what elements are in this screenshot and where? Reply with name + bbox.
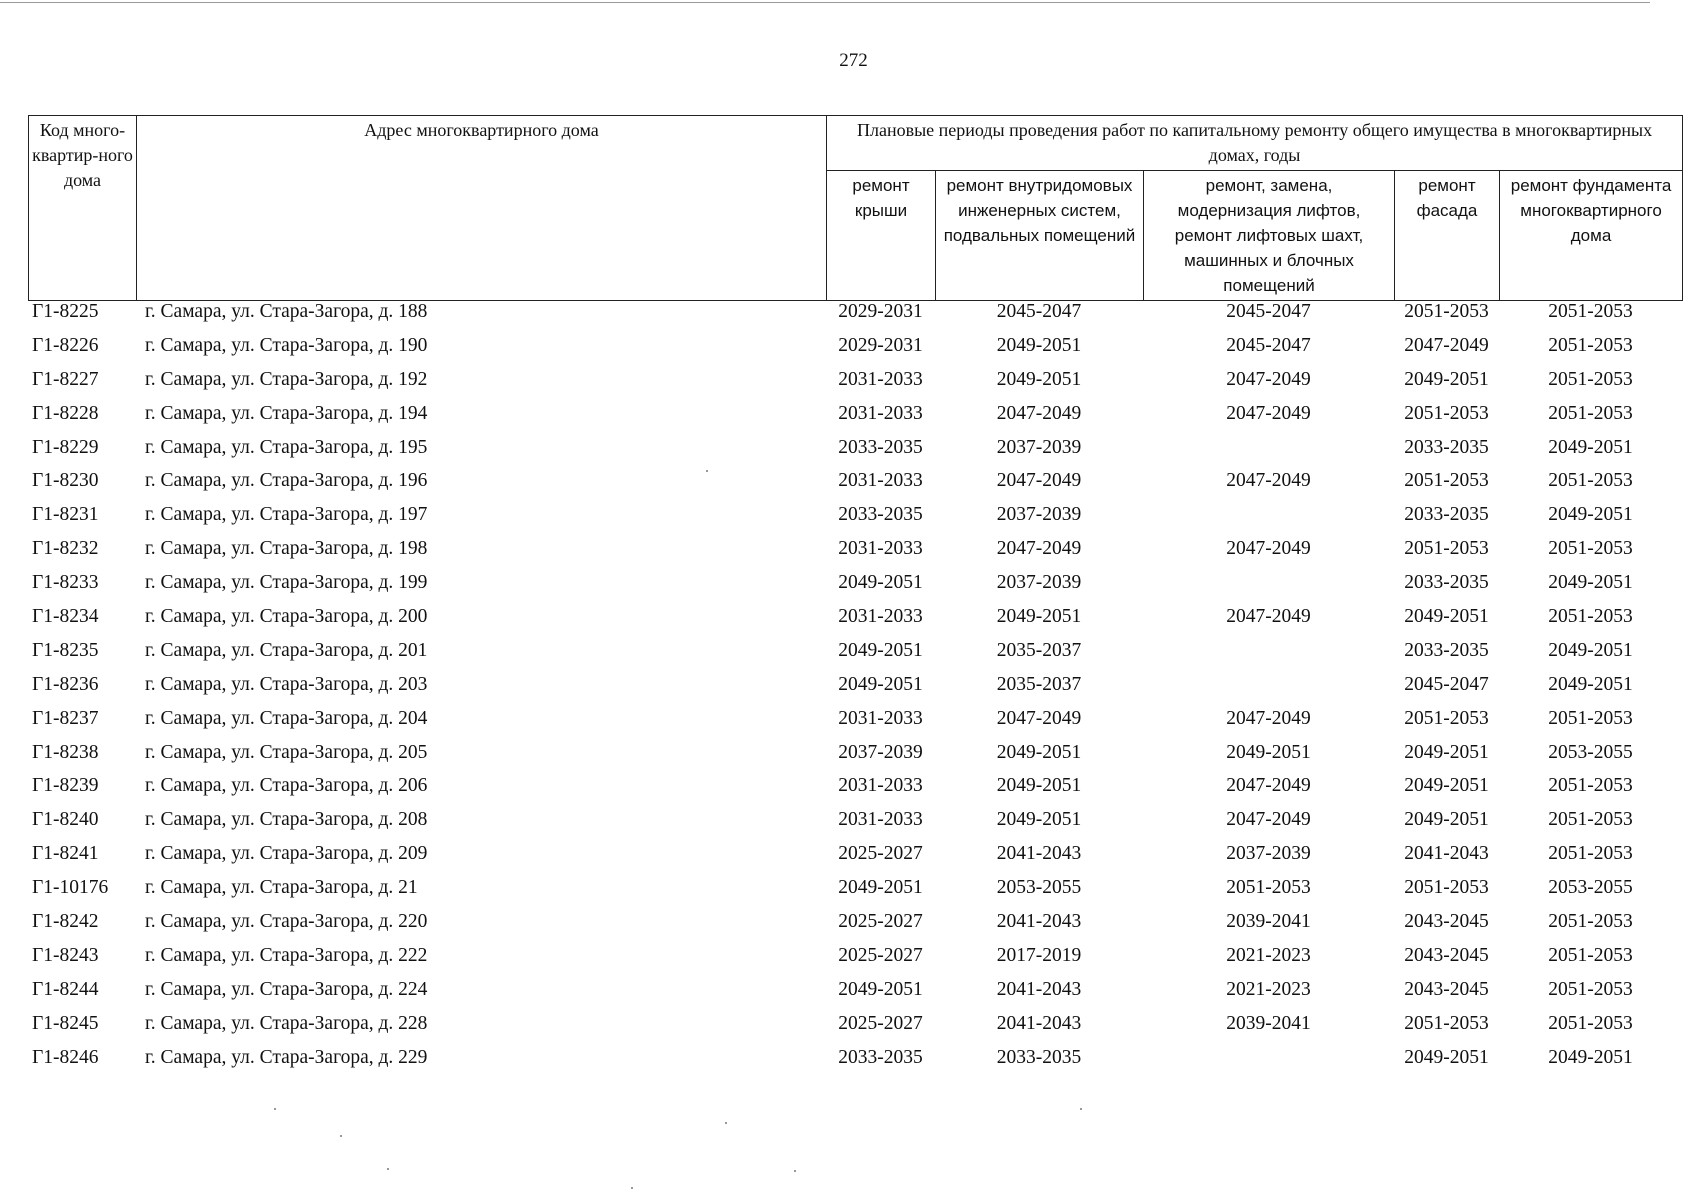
cell-code: Г1-8245 xyxy=(32,1012,99,1034)
table-row xyxy=(28,300,1682,334)
cell-systems: 2053-2055 xyxy=(996,877,1082,899)
cell-elevators: 2047-2049 xyxy=(1226,809,1311,831)
cell-foundation: 2051-2053 xyxy=(1548,911,1633,933)
table-row xyxy=(28,944,1682,978)
table-row xyxy=(28,503,1682,537)
cell-systems: 2047-2049 xyxy=(996,402,1082,424)
cell-systems: 2049-2051 xyxy=(996,334,1082,356)
cell-facade: 2043-2045 xyxy=(1404,911,1489,933)
cell-address: г. Самара, ул. Стара-Загора, д. 195 xyxy=(145,436,428,458)
cell-code: Г1-8227 xyxy=(32,368,99,390)
scan-speck xyxy=(1080,1108,1082,1110)
table-row xyxy=(28,978,1682,1012)
cell-systems: 2041-2043 xyxy=(996,978,1082,1000)
cell-roof: 2033-2035 xyxy=(838,1046,923,1068)
cell-elevators: 2049-2051 xyxy=(1226,741,1311,763)
cell-code: Г1-8236 xyxy=(32,673,99,695)
header-roof: ремонт крыши xyxy=(827,171,936,301)
cell-roof: 2049-2051 xyxy=(838,877,923,899)
table-body xyxy=(28,300,1682,1079)
cell-facade: 2049-2051 xyxy=(1404,606,1489,628)
cell-address: г. Самара, ул. Стара-Загора, д. 188 xyxy=(145,301,428,322)
table-row xyxy=(28,436,1682,470)
cell-roof: 2049-2051 xyxy=(838,673,923,695)
cell-code: Г1-8240 xyxy=(32,809,99,831)
cell-code: Г1-8242 xyxy=(32,911,99,933)
table-row xyxy=(28,368,1682,402)
cell-elevators: 2047-2049 xyxy=(1226,470,1311,492)
cell-systems: 2041-2043 xyxy=(996,911,1082,933)
cell-foundation: 2049-2051 xyxy=(1548,504,1633,526)
cell-code: Г1-8241 xyxy=(32,843,99,865)
cell-foundation: 2051-2053 xyxy=(1548,538,1633,560)
cell-facade: 2041-2043 xyxy=(1404,843,1489,865)
cell-code: Г1-8229 xyxy=(32,436,99,458)
cell-systems: 2047-2049 xyxy=(996,538,1082,560)
cell-roof: 2031-2033 xyxy=(838,707,923,729)
table-row xyxy=(28,402,1682,436)
cell-elevators: 2045-2047 xyxy=(1226,301,1311,322)
scan-speck xyxy=(387,1168,389,1170)
cell-systems: 2037-2039 xyxy=(996,436,1082,458)
cell-foundation: 2049-2051 xyxy=(1548,436,1633,458)
cell-code: Г1-8226 xyxy=(32,334,99,356)
cell-facade: 2049-2051 xyxy=(1404,368,1489,390)
cell-foundation: 2049-2051 xyxy=(1548,673,1633,695)
cell-address: г. Самара, ул. Стара-Загора, д. 198 xyxy=(145,538,428,560)
cell-foundation: 2051-2053 xyxy=(1548,843,1633,865)
table-row xyxy=(28,707,1682,741)
cell-systems: 2033-2035 xyxy=(996,1046,1082,1068)
cell-address: г. Самара, ул. Стара-Загора, д. 200 xyxy=(145,606,428,628)
cell-foundation: 2051-2053 xyxy=(1548,978,1633,1000)
cell-roof: 2025-2027 xyxy=(838,843,923,865)
cell-code: Г1-8239 xyxy=(32,775,99,797)
cell-elevators xyxy=(1143,673,1394,707)
cell-elevators: 2021-2023 xyxy=(1226,978,1311,1000)
cell-code: Г1-8234 xyxy=(32,606,99,628)
cell-facade: 2051-2053 xyxy=(1404,707,1489,729)
table-row xyxy=(28,469,1682,503)
cell-systems: 2045-2047 xyxy=(996,301,1082,322)
cell-roof: 2029-2031 xyxy=(838,301,923,322)
cell-roof: 2029-2031 xyxy=(838,334,923,356)
cell-facade: 2051-2053 xyxy=(1404,402,1489,424)
table-row xyxy=(28,842,1682,876)
cell-address: г. Самара, ул. Стара-Загора, д. 205 xyxy=(145,741,428,763)
scan-speck xyxy=(794,1170,796,1172)
table-row xyxy=(28,673,1682,707)
cell-systems: 2037-2039 xyxy=(996,572,1082,594)
cell-roof: 2033-2035 xyxy=(838,504,923,526)
scan-speck xyxy=(631,1187,633,1189)
cell-address: г. Самара, ул. Стара-Загора, д. 204 xyxy=(145,707,428,729)
cell-foundation: 2051-2053 xyxy=(1548,707,1633,729)
cell-foundation: 2051-2053 xyxy=(1548,368,1633,390)
cell-systems: 2041-2043 xyxy=(996,1012,1082,1034)
cell-address: г. Самара, ул. Стара-Загора, д. 206 xyxy=(145,775,428,797)
cell-foundation: 2053-2055 xyxy=(1548,741,1633,763)
table-row xyxy=(28,571,1682,605)
cell-roof: 2025-2027 xyxy=(838,911,923,933)
cell-systems: 2047-2049 xyxy=(996,707,1082,729)
cell-elevators: 2047-2049 xyxy=(1226,707,1311,729)
cell-elevators: 2047-2049 xyxy=(1226,538,1311,560)
cell-address: г. Самара, ул. Стара-Загора, д. 224 xyxy=(145,978,428,1000)
cell-code: Г1-8243 xyxy=(32,944,99,966)
cell-foundation: 2051-2053 xyxy=(1548,606,1633,628)
cell-roof: 2031-2033 xyxy=(838,775,923,797)
cell-facade: 2045-2047 xyxy=(1404,673,1489,695)
cell-foundation: 2049-2051 xyxy=(1548,572,1633,594)
table-row xyxy=(28,605,1682,639)
header-address: Адрес многоквартирного дома xyxy=(137,116,827,301)
cell-roof: 2031-2033 xyxy=(838,538,923,560)
cell-roof: 2049-2051 xyxy=(838,639,923,661)
cell-elevators: 2047-2049 xyxy=(1226,606,1311,628)
cell-facade: 2049-2051 xyxy=(1404,741,1489,763)
cell-facade: 2049-2051 xyxy=(1404,809,1489,831)
cell-address: г. Самара, ул. Стара-Загора, д. 222 xyxy=(145,944,428,966)
cell-systems: 2035-2037 xyxy=(996,673,1082,695)
cell-systems: 2035-2037 xyxy=(996,639,1082,661)
cell-address: г. Самара, ул. Стара-Загора, д. 199 xyxy=(145,572,428,594)
cell-address: г. Самара, ул. Стара-Загора, д. 192 xyxy=(145,368,428,390)
cell-address: г. Самара, ул. Стара-Загора, д. 229 xyxy=(145,1046,428,1068)
scan-speck xyxy=(725,1122,727,1124)
cell-elevators xyxy=(1143,1046,1394,1080)
cell-facade: 2033-2035 xyxy=(1404,504,1489,526)
cell-address: г. Самара, ул. Стара-Загора, д. 228 xyxy=(145,1012,428,1034)
cell-elevators: 2051-2053 xyxy=(1226,877,1311,899)
cell-roof: 2031-2033 xyxy=(838,402,923,424)
cell-elevators xyxy=(1143,639,1394,673)
table-row xyxy=(28,876,1682,910)
header-facade: ремонт фасада xyxy=(1395,171,1500,301)
header-foundation: ремонт фундамента многоквартирного дома xyxy=(1500,171,1683,301)
cell-facade: 2033-2035 xyxy=(1404,639,1489,661)
header-code: Код много-квартир-ного дома xyxy=(29,116,137,301)
cell-address: г. Самара, ул. Стара-Загора, д. 203 xyxy=(145,673,428,695)
cell-roof: 2031-2033 xyxy=(838,809,923,831)
cell-code: Г1-8238 xyxy=(32,741,99,763)
cell-roof: 2049-2051 xyxy=(838,572,923,594)
cell-systems: 2017-2019 xyxy=(996,944,1082,966)
cell-foundation: 2049-2051 xyxy=(1548,639,1633,661)
cell-elevators: 2021-2023 xyxy=(1226,944,1311,966)
cell-systems: 2047-2049 xyxy=(996,470,1082,492)
cell-elevators: 2047-2049 xyxy=(1226,368,1311,390)
scan-speck xyxy=(706,470,708,472)
table-row xyxy=(28,774,1682,808)
cell-facade: 2043-2045 xyxy=(1404,944,1489,966)
cell-roof: 2025-2027 xyxy=(838,944,923,966)
top-rule xyxy=(0,2,1650,3)
cell-facade: 2047-2049 xyxy=(1404,334,1489,356)
cell-systems: 2049-2051 xyxy=(996,741,1082,763)
cell-systems: 2049-2051 xyxy=(996,809,1082,831)
cell-elevators: 2045-2047 xyxy=(1226,334,1311,356)
cell-facade: 2051-2053 xyxy=(1404,470,1489,492)
cell-roof: 2031-2033 xyxy=(838,368,923,390)
cell-code: Г1-8230 xyxy=(32,470,99,492)
table-row xyxy=(28,639,1682,673)
cell-elevators: 2047-2049 xyxy=(1226,402,1311,424)
cell-foundation: 2053-2055 xyxy=(1548,877,1633,899)
cell-address: г. Самара, ул. Стара-Загора, д. 194 xyxy=(145,402,428,424)
cell-facade: 2043-2045 xyxy=(1404,978,1489,1000)
cell-elevators: 2039-2041 xyxy=(1226,911,1311,933)
table-row xyxy=(28,1046,1682,1080)
cell-roof: 2025-2027 xyxy=(838,1012,923,1034)
cell-facade: 2049-2051 xyxy=(1404,775,1489,797)
cell-roof: 2037-2039 xyxy=(838,741,923,763)
cell-address: г. Самара, ул. Стара-Загора, д. 220 xyxy=(145,911,428,933)
cell-foundation: 2051-2053 xyxy=(1548,775,1633,797)
cell-address: г. Самара, ул. Стара-Загора, д. 190 xyxy=(145,334,428,356)
cell-foundation: 2051-2053 xyxy=(1548,1012,1633,1034)
cell-systems: 2041-2043 xyxy=(996,843,1082,865)
cell-roof: 2049-2051 xyxy=(838,978,923,1000)
cell-foundation: 2051-2053 xyxy=(1548,301,1633,322)
cell-roof: 2033-2035 xyxy=(838,436,923,458)
cell-facade: 2051-2053 xyxy=(1404,1012,1489,1034)
cell-address: г. Самара, ул. Стара-Загора, д. 209 xyxy=(145,843,428,865)
cell-foundation: 2051-2053 xyxy=(1548,402,1633,424)
cell-code: Г1-8235 xyxy=(32,639,99,661)
table-row xyxy=(28,910,1682,944)
cell-elevators: 2037-2039 xyxy=(1226,843,1311,865)
cell-systems: 2049-2051 xyxy=(996,606,1082,628)
cell-address: г. Самара, ул. Стара-Загора, д. 196 xyxy=(145,470,428,492)
cell-foundation: 2051-2053 xyxy=(1548,470,1633,492)
cell-elevators xyxy=(1143,571,1394,605)
header-systems: ремонт внутридомовых инженерных систем, подвальных помещений xyxy=(936,171,1144,301)
cell-elevators: 2039-2041 xyxy=(1226,1012,1311,1034)
cell-elevators xyxy=(1143,436,1394,470)
cell-address: г. Самара, ул. Стара-Загора, д. 208 xyxy=(145,809,428,831)
table-row xyxy=(28,741,1682,775)
table-row xyxy=(28,1012,1682,1046)
cell-code: Г1-8231 xyxy=(32,504,99,526)
cell-facade: 2051-2053 xyxy=(1404,877,1489,899)
cell-facade: 2051-2053 xyxy=(1404,301,1489,322)
table-row xyxy=(28,808,1682,842)
cell-address: г. Самара, ул. Стара-Загора, д. 197 xyxy=(145,504,428,526)
cell-roof: 2031-2033 xyxy=(838,606,923,628)
cell-systems: 2049-2051 xyxy=(996,368,1082,390)
page-number: 272 xyxy=(839,50,868,71)
scan-speck xyxy=(274,1108,276,1110)
table-header xyxy=(28,115,1683,301)
cell-systems: 2049-2051 xyxy=(996,775,1082,797)
cell-systems: 2037-2039 xyxy=(996,504,1082,526)
cell-code: Г1-8232 xyxy=(32,538,99,560)
cell-elevators: 2047-2049 xyxy=(1226,775,1311,797)
cell-address: г. Самара, ул. Стара-Загора, д. 21 xyxy=(145,877,418,899)
cell-facade: 2051-2053 xyxy=(1404,538,1489,560)
cell-code: Г1-8228 xyxy=(32,402,99,424)
cell-code: Г1-10176 xyxy=(32,877,109,899)
cell-foundation: 2051-2053 xyxy=(1548,334,1633,356)
cell-foundation: 2051-2053 xyxy=(1548,809,1633,831)
cell-address: г. Самара, ул. Стара-Загора, д. 201 xyxy=(145,639,428,661)
cell-code: Г1-8244 xyxy=(32,978,99,1000)
cell-code: Г1-8225 xyxy=(32,301,99,322)
cell-facade: 2033-2035 xyxy=(1404,436,1489,458)
cell-code: Г1-8237 xyxy=(32,707,99,729)
cell-facade: 2049-2051 xyxy=(1404,1046,1489,1068)
table-row xyxy=(28,334,1682,368)
cell-roof: 2031-2033 xyxy=(838,470,923,492)
cell-code: Г1-8246 xyxy=(32,1046,99,1068)
header-periods: Плановые периоды проведения работ по капитальному ремонту общего имущества в многоквартирных домах, годы xyxy=(827,116,1683,171)
scan-speck xyxy=(340,1135,342,1137)
cell-facade: 2033-2035 xyxy=(1404,572,1489,594)
cell-foundation: 2051-2053 xyxy=(1548,944,1633,966)
header-elevators: ремонт, замена, модернизация лифтов, ремонт лифтовых шахт, машинных и блочных помещений xyxy=(1144,171,1395,301)
cell-foundation: 2049-2051 xyxy=(1548,1046,1633,1068)
cell-elevators xyxy=(1143,503,1394,537)
cell-code: Г1-8233 xyxy=(32,572,99,594)
table-row xyxy=(28,537,1682,571)
